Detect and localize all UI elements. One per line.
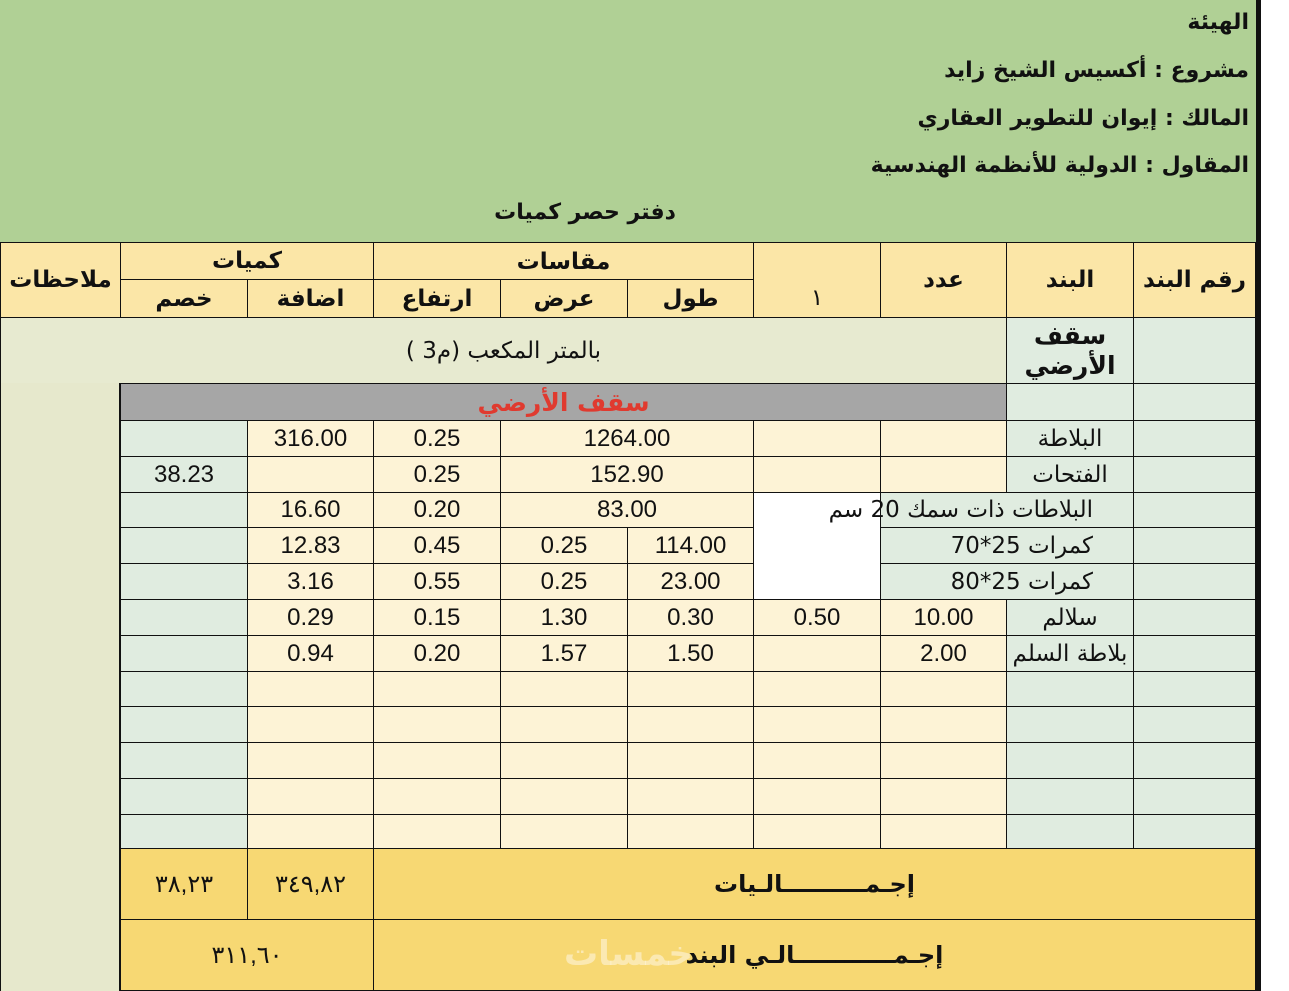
row-5-height: 0.55 (373, 563, 501, 600)
authority-label: الهيئة (1187, 10, 1249, 35)
empty-cell (880, 814, 1007, 851)
row-4-height: 0.45 (373, 527, 501, 564)
row-4-ded (120, 527, 248, 564)
empty-cell (500, 742, 628, 779)
row-2-itemno (1133, 456, 1256, 493)
row-7-add: 0.94 (247, 635, 374, 672)
empty-cell (1006, 671, 1134, 707)
item-total: ٣١١,٦٠ (120, 919, 374, 991)
empty-cell (247, 671, 374, 707)
empty-cell (880, 742, 1007, 779)
col-measurements: مقاسات (373, 242, 754, 280)
col-item-no: رقم البند (1133, 242, 1256, 318)
row-2-item: الفتحات (1006, 456, 1134, 493)
col-quantities: كميات (120, 242, 374, 280)
empty-cell (627, 671, 754, 707)
row-5-add: 3.16 (247, 563, 374, 600)
empty-cell (627, 814, 754, 851)
row-1-add: 316.00 (247, 420, 374, 457)
empty-cell (753, 742, 881, 779)
empty-cell (1133, 671, 1256, 707)
empty-cell (247, 778, 374, 815)
row-3-itemno (1133, 492, 1256, 528)
row-3-ded (120, 492, 248, 528)
empty-cell (500, 814, 628, 851)
col-count: عدد (880, 242, 1007, 318)
col-deduction: خصم (120, 279, 248, 318)
row-6-one: 0.50 (753, 599, 881, 636)
col-width: عرض (500, 279, 628, 318)
row-1-count (880, 420, 1007, 457)
ded-total: ٣٨,٢٣ (120, 848, 248, 920)
row-3-length: 83.00 (500, 492, 754, 528)
empty-cell (880, 778, 1007, 815)
row-2-length: 152.90 (500, 456, 754, 493)
row-7-itemno (1133, 635, 1256, 672)
section-banner (120, 383, 1007, 421)
empty-cell (120, 742, 248, 779)
row-7-length: 1.50 (627, 635, 754, 672)
row-1-length: 1264.00 (500, 420, 754, 457)
empty-cell (1006, 706, 1134, 743)
row-6-item: سلالم (1006, 599, 1134, 636)
empty-cell (753, 671, 881, 707)
empty-cell (500, 778, 628, 815)
row-6-count: 10.00 (880, 599, 1007, 636)
empty-cell (1133, 814, 1256, 851)
col-notes: ملاحظات (0, 242, 121, 318)
row-4-width: 0.25 (500, 527, 628, 564)
empty-cell (373, 778, 501, 815)
section-banner-label: سقف الأرضي (477, 387, 650, 417)
row-5-ded (120, 563, 248, 600)
row-7-count: 2.00 (880, 635, 1007, 672)
col-addition: اضافة (247, 279, 374, 318)
totals-label: إجـمــــــــــالـيات (714, 870, 915, 898)
empty-cell (120, 706, 248, 743)
row-2-add (247, 456, 374, 493)
row-6-add: 0.29 (247, 599, 374, 636)
empty-cell (373, 742, 501, 779)
col-item: البند (1006, 242, 1134, 318)
row-2-height: 0.25 (373, 456, 501, 493)
row-4-add: 12.83 (247, 527, 374, 564)
contractor-label: المقاول : الدولية للأنظمة الهندسية (870, 153, 1249, 178)
empty-cell (627, 706, 754, 743)
row-4-length: 114.00 (627, 527, 754, 564)
empty-cell (1133, 706, 1256, 743)
empty-cell (500, 706, 628, 743)
row-2-count (880, 456, 1007, 493)
row-6-width: 1.30 (500, 599, 628, 636)
section-unit-band (0, 317, 1007, 384)
row-7-ded (120, 635, 248, 672)
row-7-width: 1.57 (500, 635, 628, 672)
row-1-height: 0.25 (373, 420, 501, 457)
empty-cell (120, 778, 248, 815)
row-6-itemno (1133, 599, 1256, 636)
empty-cell (373, 706, 501, 743)
empty-cell (247, 814, 374, 851)
banner-item-no-cell (1133, 383, 1256, 421)
empty-cell (1006, 814, 1134, 851)
row-2-one (753, 456, 881, 493)
col-length: طول (627, 279, 754, 318)
page-edge (1256, 0, 1261, 991)
add-total: ٣٤٩,٨٢ (247, 848, 374, 920)
empty-cell (627, 742, 754, 779)
row-5-itemno (1133, 563, 1256, 600)
owner-label: المالك : إيوان للتطوير العقاري (917, 106, 1249, 131)
empty-cell (627, 778, 754, 815)
row-5-item: كمرات 25*80 (880, 563, 1134, 600)
row-1-one (753, 420, 881, 457)
col-one (753, 242, 881, 318)
row-1-ded (120, 420, 248, 457)
row-1-item: البلاطة (1006, 420, 1134, 457)
empty-cell (373, 671, 501, 707)
row-7-one (753, 635, 881, 672)
empty-cell (120, 814, 248, 851)
banner-item-cell (1006, 383, 1134, 421)
row-5-width: 0.25 (500, 563, 628, 600)
section-name: سقف الأرضي (1006, 317, 1134, 384)
row-3-item: البلاطات ذات سمك 20 سم (880, 492, 1134, 528)
empty-cell (1006, 742, 1134, 779)
section-item-no-cell (1133, 317, 1256, 384)
row-6-height: 0.15 (373, 599, 501, 636)
empty-cell (753, 706, 881, 743)
row-5-length: 23.00 (627, 563, 754, 600)
col-one-label: ١ (810, 285, 824, 311)
row-1-itemno (1133, 420, 1256, 457)
item-total-label-cell (373, 919, 1256, 991)
watermark: خمسات (564, 934, 693, 974)
empty-cell (753, 778, 881, 815)
empty-cell (880, 706, 1007, 743)
empty-cell (1006, 778, 1134, 815)
row-6-ded (120, 599, 248, 636)
row-7-height: 0.20 (373, 635, 501, 672)
empty-cell (120, 671, 248, 707)
empty-cell (1133, 778, 1256, 815)
row-3-height: 0.20 (373, 492, 501, 528)
notes-column (0, 383, 120, 991)
section-unit: بالمتر المكعب (م3 ) (405, 337, 602, 364)
row-3-add: 16.60 (247, 492, 374, 528)
item-total-label: إجـمــــــــــــالـي البند (685, 941, 944, 969)
totals-label-cell (373, 848, 1256, 920)
row-2-ded: 38.23 (120, 456, 248, 493)
col-height: ارتفاع (373, 279, 501, 318)
project-label: مشروع : أكسيس الشيخ زايد (944, 58, 1249, 83)
empty-cell (880, 671, 1007, 707)
book-title: دفتر حصر كميات (494, 200, 676, 225)
empty-cell (247, 742, 374, 779)
row-6-length: 0.30 (627, 599, 754, 636)
row-7-item: بلاطة السلم (1006, 635, 1134, 672)
empty-cell (247, 706, 374, 743)
empty-cell (1133, 742, 1256, 779)
empty-cell (500, 671, 628, 707)
row-4-itemno (1133, 527, 1256, 564)
row-4-item: كمرات 25*70 (880, 527, 1134, 564)
empty-cell (753, 814, 881, 851)
empty-cell (373, 814, 501, 851)
